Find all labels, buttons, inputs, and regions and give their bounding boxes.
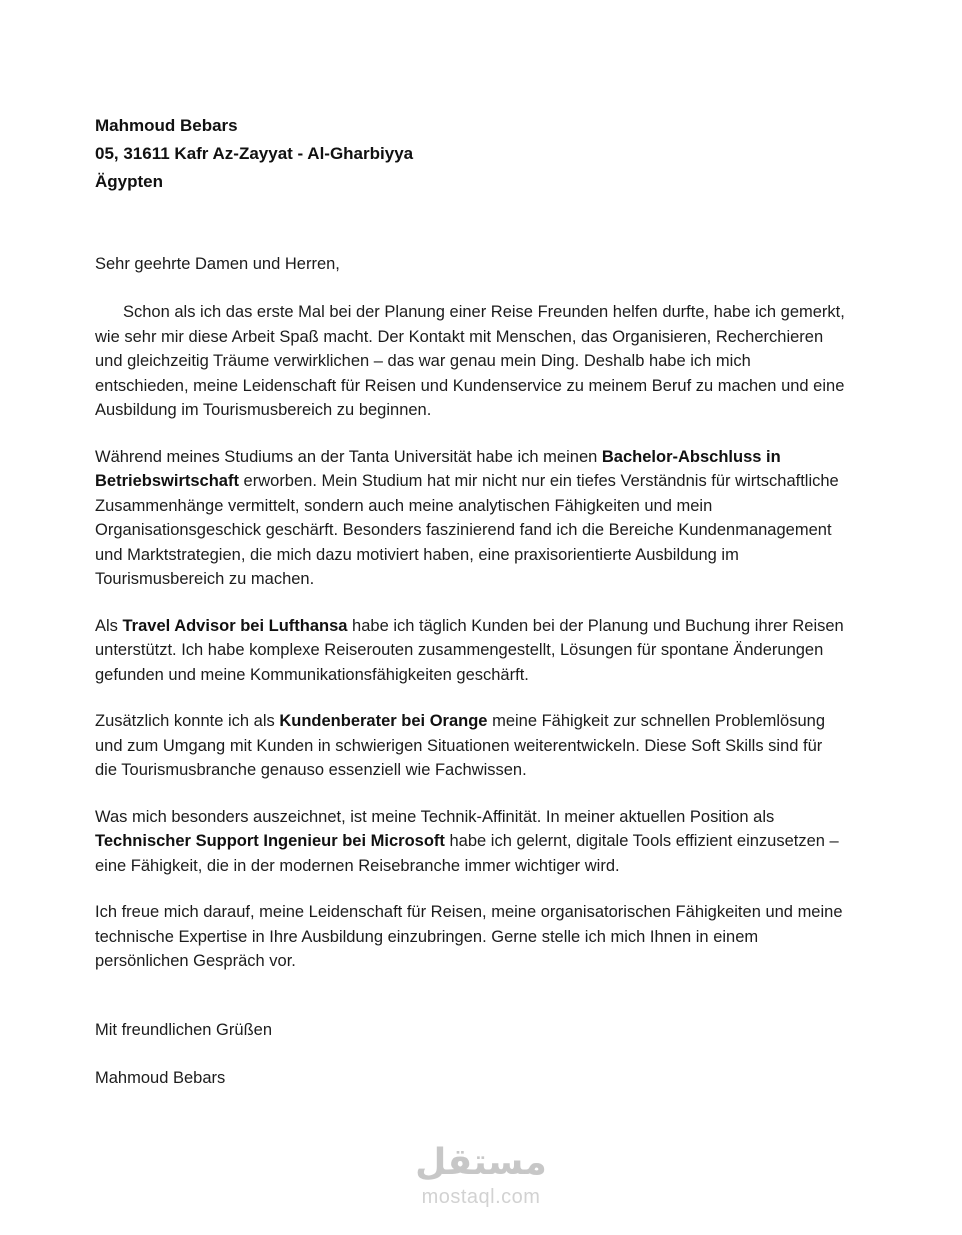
paragraph: Zusätzlich konnte ich als Kundenberater bei Orange meine Fähigkeit zur schnellen Problemlösung und zum Umgang mit Kunden in schwierigen Situationen weiterentwickeln. Diese Soft Skills sind für die Tourismusbranche genauso essenziell wie Fachwissen. — [95, 712, 825, 779]
closing-phrase: Mit freundlichen Grüßen — [95, 1020, 272, 1039]
sender-address: 05, 31611 Kafr Az-Zayyat - Al-Gharbiyya — [95, 144, 414, 163]
paragraph: Während meines Studiums an der Tanta Universität habe ich meinen Bachelor-Abschluss in Betriebswirtschaft erworben. Mein Studium hat mir nicht nur ein tiefes Verständnis für wirtschaftliche Zusammenhänge vermittelt, sondern auch meine analytischen Fähigkeiten und mein Organisationsgeschick geschärft. Besonders faszinierend fand ich die Bereiche Kundenmanagement und Marktstrategien, die mich dazu motiviert haben, eine praxisorientierte Ausbildung im Tourismusbereich zu machen. — [95, 447, 839, 588]
paragraph: Ich freue mich darauf, meine Leidenschaft für Reisen, meine organisatorischen Fähigkeiten und meine technische Expertise in Ihre Ausbildung einzubringen. Gerne stelle ich mich Ihnen in einem persönlichen Gespräch vor. — [95, 903, 843, 970]
sender-block — [95, 112, 847, 196]
letter-body — [95, 300, 847, 974]
sender-name: Mahmoud Bebars — [95, 116, 238, 135]
watermark-arabic-logo: مستقل — [415, 1141, 547, 1182]
closing-block — [95, 1018, 847, 1090]
sender-country: Ägypten — [95, 172, 163, 191]
salutation: Sehr geehrte Damen und Herren, — [95, 255, 340, 273]
watermark-domain-text: mostaql.com — [421, 1186, 541, 1208]
paragraph: Schon als ich das erste Mal bei der Planung einer Reise Freunden helfen durfte, habe ich gemerkt, wie sehr mir diese Arbeit Spaß macht. Der Kontakt mit Menschen, das Organisieren, Recherchieren und gleichzeitig Träume verwirklichen – das war genau mein Ding. Deshalb habe ich mich entschieden, meine Leidenschaft für Reisen und Kundenservice zu meinem Beruf zu machen und eine Ausbildung im Tourismusbereich zu beginnen. — [95, 303, 845, 419]
paragraph: Was mich besonders auszeichnet, ist meine Technik-Affinität. In meiner aktuellen Position als Technischer Support Ingenieur bei Microsoft habe ich gelernt, digitale Tools effizient einzusetzen – eine Fähigkeit, die in der modernen Reisebranche immer wichtiger wird. — [95, 807, 839, 875]
signature-name: Mahmoud Bebars — [95, 1068, 226, 1087]
paragraph: Als Travel Advisor bei Lufthansa habe ich täglich Kunden bei der Planung und Buchung ihrer Reisen unterstützt. Ich habe komplexe Reiserouten zusammengestellt, Lösungen für spontane Änderungen gefunden und meine Kommunikationsfähigkeiten geschärft. — [95, 616, 844, 684]
